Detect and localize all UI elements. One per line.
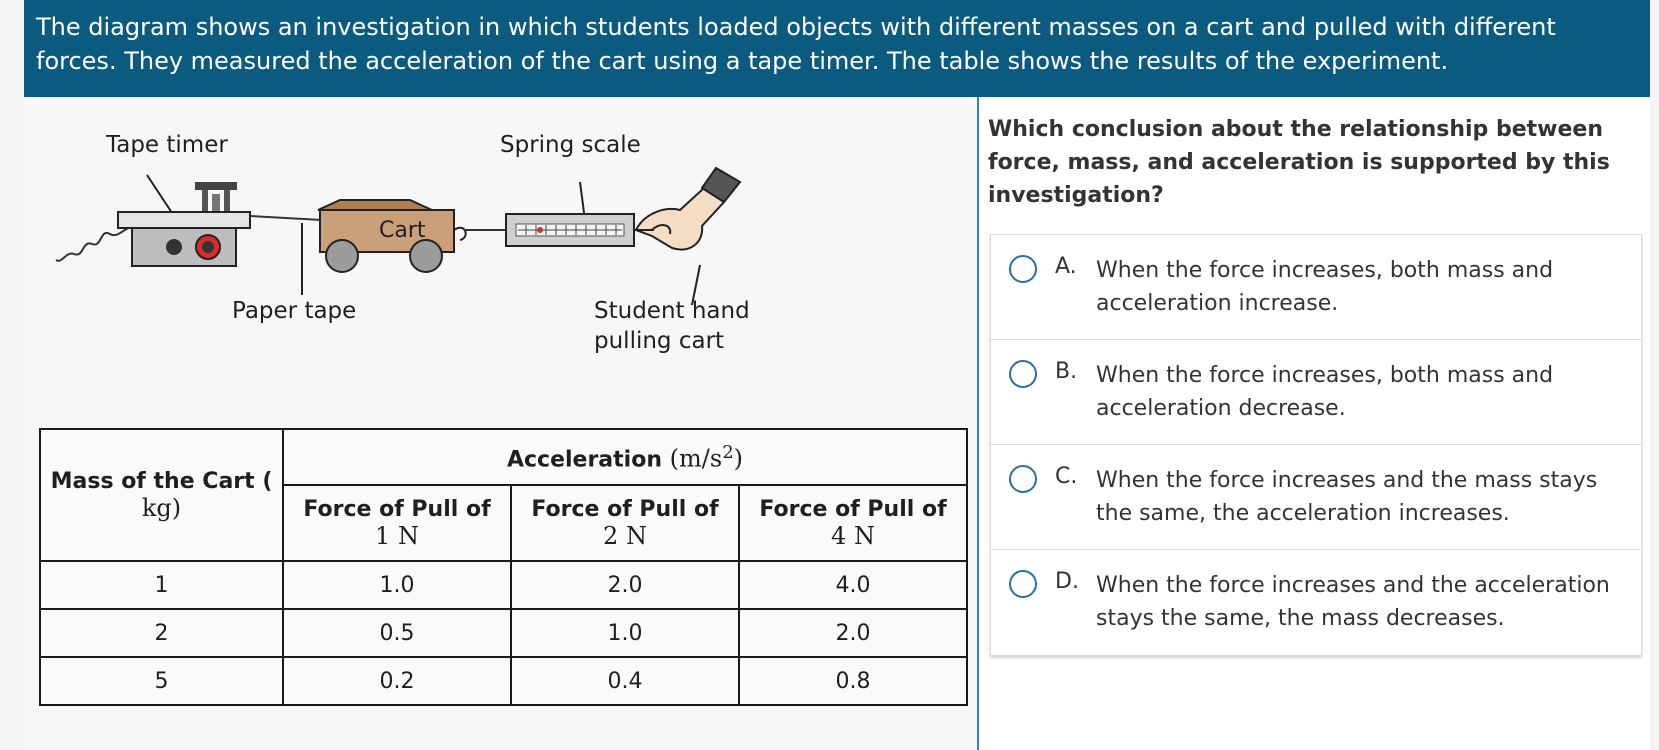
acceleration-cell: 0.2: [283, 657, 511, 705]
option-text: When the force increases and the acceleration stays the same, the mass decreases.: [1096, 573, 1610, 631]
force-header-label: Force of Pull of: [303, 496, 491, 522]
experiment-diagram: [40, 130, 780, 370]
force-header-1: [283, 485, 511, 561]
acceleration-cell: 0.8: [739, 657, 967, 705]
answer-options: [990, 234, 1642, 656]
option-letter: D.: [1055, 569, 1079, 594]
option-c[interactable]: [991, 445, 1641, 550]
acceleration-header: [283, 429, 967, 485]
force-header-3: [739, 485, 967, 561]
radio-button-icon[interactable]: [1009, 570, 1037, 598]
acceleration-header-label: Acceleration: [506, 447, 662, 473]
option-letter: A.: [1055, 254, 1077, 279]
acceleration-unit-exponent: 2: [722, 441, 734, 463]
option-text: When the force increases, both mass and acceleration decrease.: [1096, 363, 1554, 421]
acceleration-cell: 0.5: [283, 609, 511, 657]
acceleration-unit: (m/s: [669, 444, 723, 473]
acceleration-cell: 1.0: [511, 609, 739, 657]
label-tape-timer: Tape timer: [106, 132, 228, 158]
option-letter: C.: [1055, 464, 1078, 489]
table-row: [40, 609, 967, 657]
mass-cell: 1: [40, 561, 283, 609]
label-student-hand-line2: pulling cart: [594, 328, 725, 354]
label-cart: Cart: [379, 218, 426, 243]
force-header-2: [511, 485, 739, 561]
option-text: When the force increases and the mass stays the same, the acceleration increases.: [1096, 468, 1598, 526]
spring-scale-icon: [506, 214, 634, 246]
mass-header-unit: kg): [141, 493, 182, 522]
acceleration-cell: 2.0: [511, 561, 739, 609]
paper-tape-tail: [56, 227, 138, 261]
tape-timer-icon: [118, 182, 250, 266]
acceleration-cell: 2.0: [739, 609, 967, 657]
question-stem: Which conclusion about the relationship between force, mass, and acceleration is supported by this investigation?: [988, 117, 1610, 208]
results-table: [39, 428, 968, 706]
table-row: [40, 561, 967, 609]
label-student-hand-line1: Student hand: [594, 298, 750, 324]
mass-column-header: [40, 429, 283, 561]
force-header-label: Force of Pull of: [759, 496, 947, 522]
mass-header-label: Mass of the Cart (: [50, 468, 273, 494]
acceleration-cell: 0.4: [511, 657, 739, 705]
acceleration-cell: 1.0: [283, 561, 511, 609]
mass-cell: 5: [40, 657, 283, 705]
option-letter: B.: [1055, 359, 1078, 384]
option-a[interactable]: [991, 235, 1641, 340]
acceleration-unit-close: ): [733, 444, 744, 473]
force-header-value: 4 N: [831, 521, 875, 550]
radio-button-icon[interactable]: [1009, 465, 1037, 493]
label-spring-scale: Spring scale: [500, 132, 641, 158]
label-paper-tape: Paper tape: [232, 298, 357, 324]
mass-cell: 2: [40, 609, 283, 657]
force-header-value: 2 N: [603, 521, 647, 550]
radio-button-icon[interactable]: [1009, 255, 1037, 283]
acceleration-cell: 4.0: [739, 561, 967, 609]
force-header-label: Force of Pull of: [531, 496, 719, 522]
option-text: When the force increases, both mass and acceleration increase.: [1096, 258, 1554, 316]
force-header-value: 1 N: [375, 521, 419, 550]
item-prompt: The diagram shows an investigation in which students loaded objects with different masses on a cart and pulled with different forces. They measured the acceleration of the cart using a tape timer. The table shows the results of the experiment.: [24, 0, 1650, 97]
paper-tape-line: [250, 216, 322, 220]
option-d[interactable]: [991, 550, 1641, 655]
table-row: [40, 657, 967, 705]
student-hand-icon: [634, 168, 740, 250]
radio-button-icon[interactable]: [1009, 360, 1037, 388]
option-b[interactable]: [991, 340, 1641, 445]
